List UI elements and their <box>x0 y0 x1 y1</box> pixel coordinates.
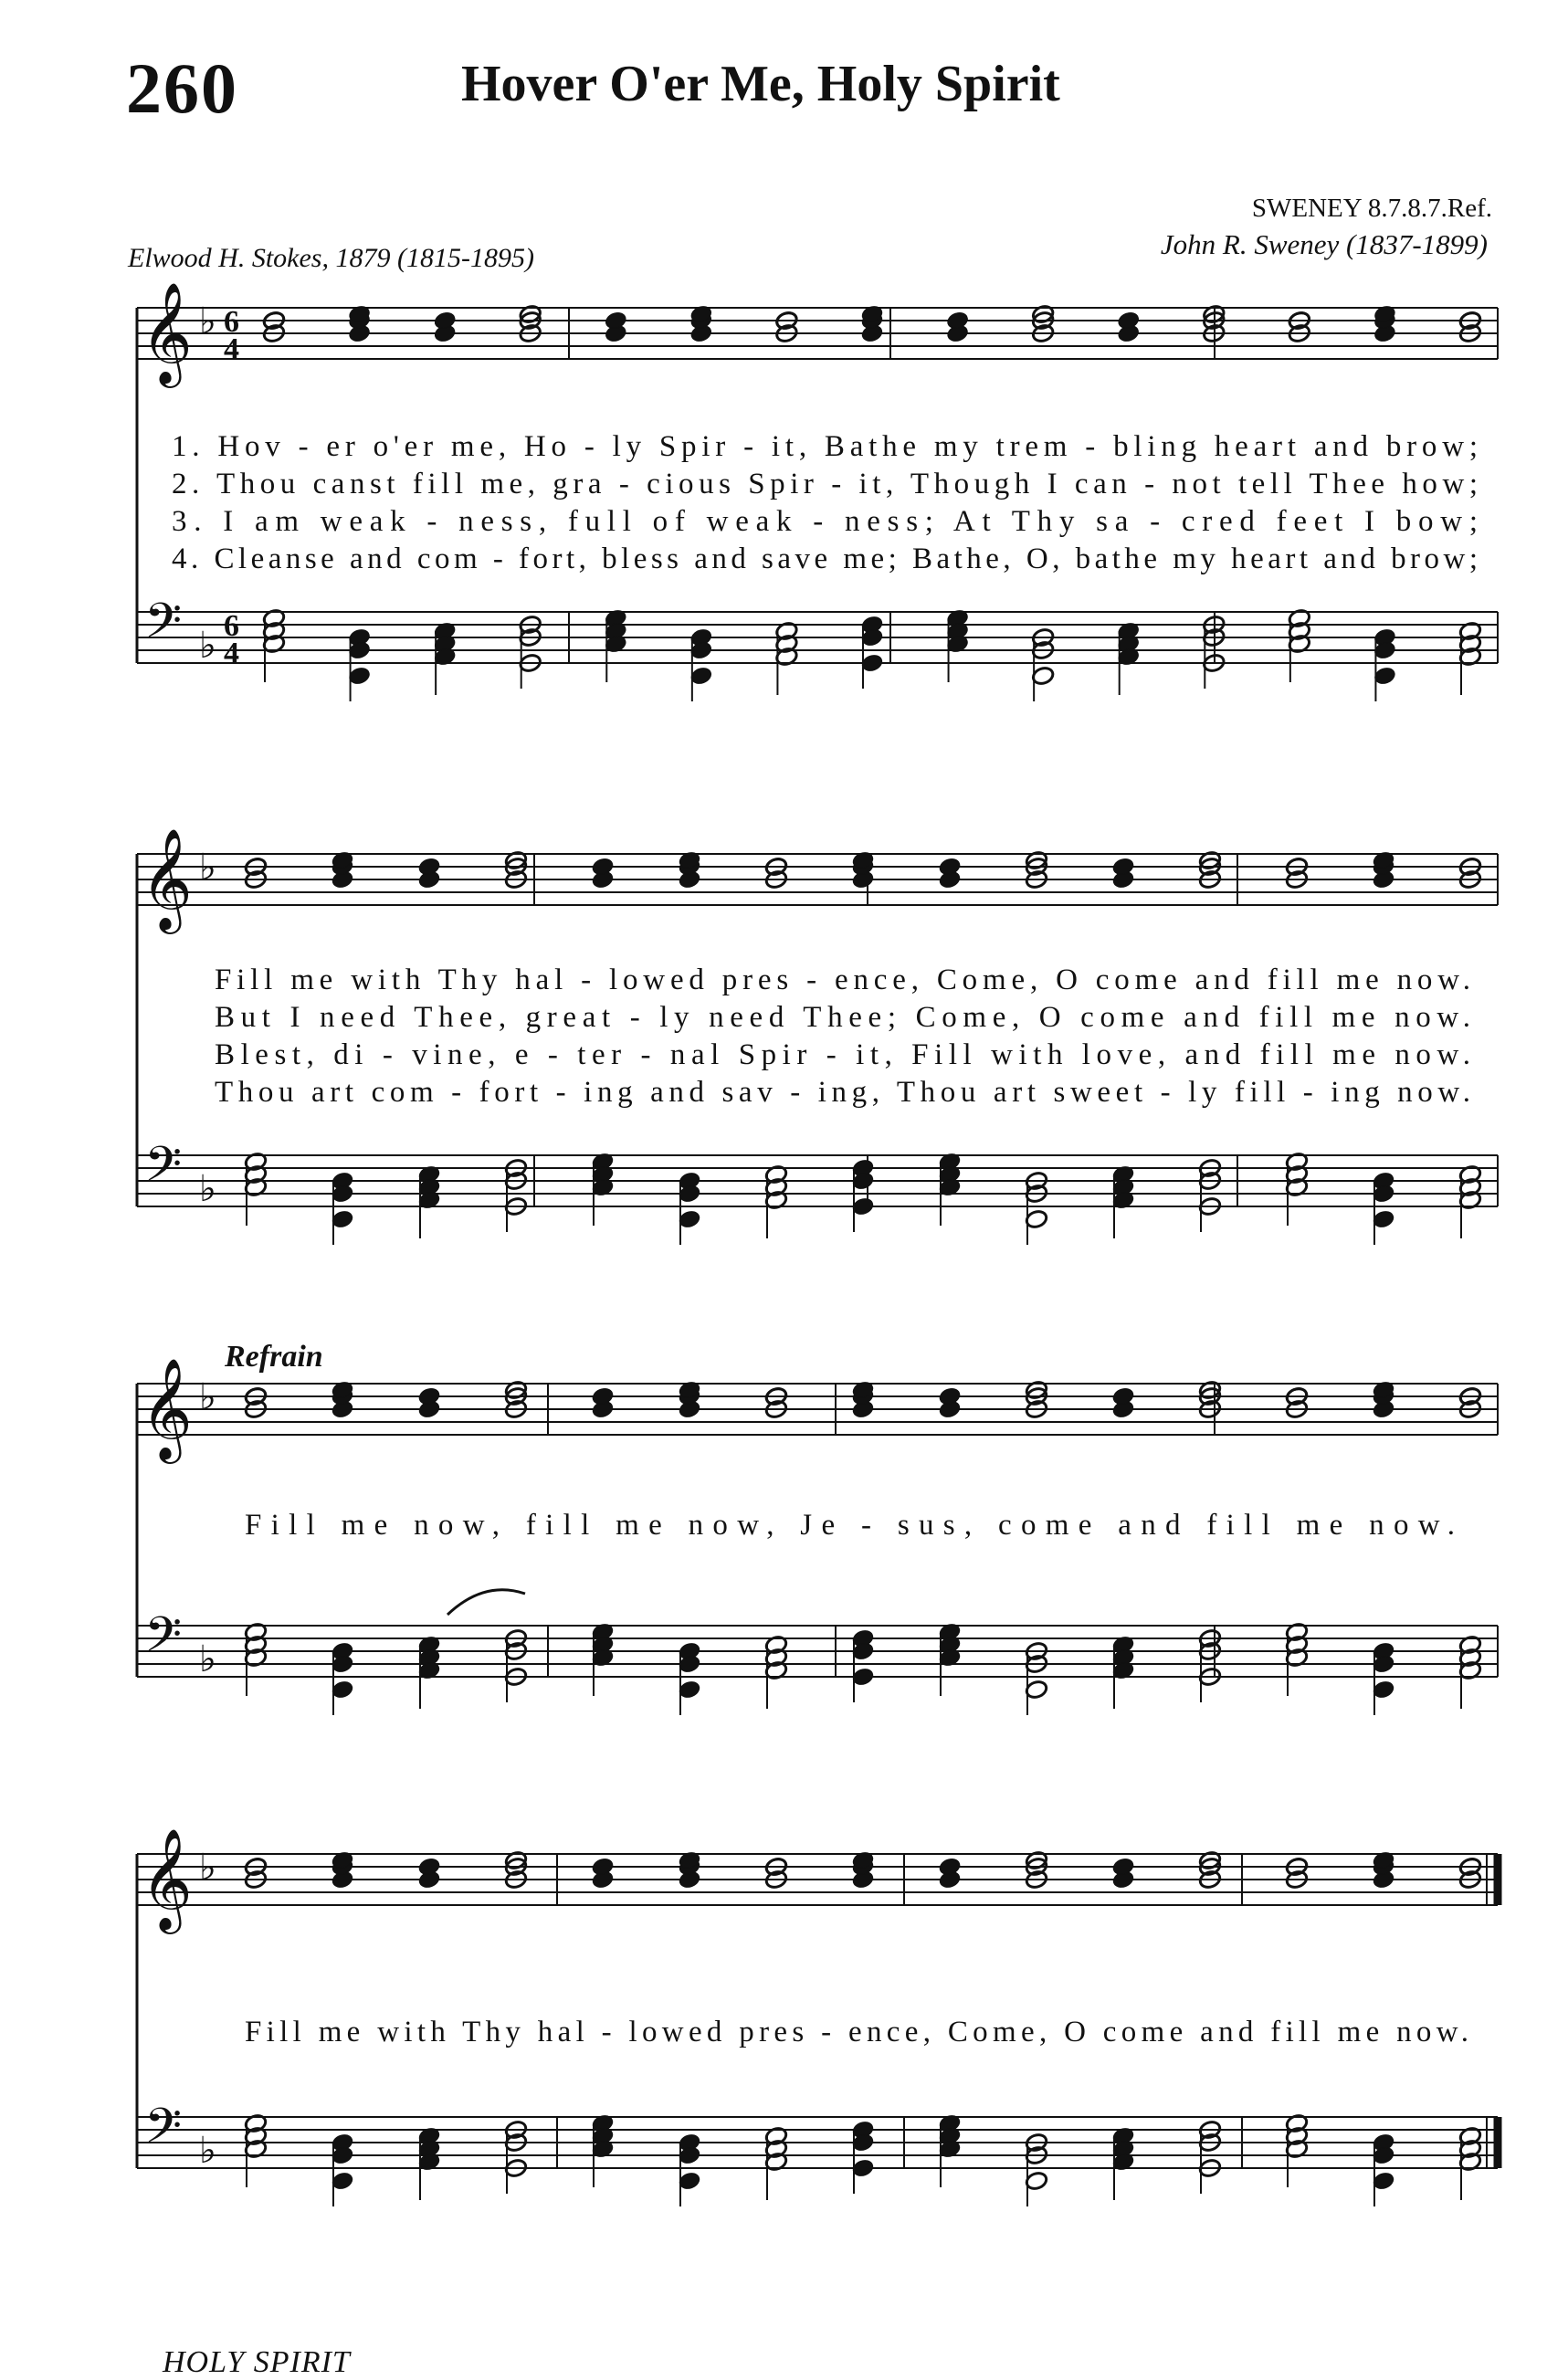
lyrics-4 <box>245 2016 1468 2048</box>
treble-clef-icon: 𝄞 <box>141 1360 193 1458</box>
tie <box>447 1590 525 1615</box>
hymn-title: Hover O'er Me, Holy Spirit <box>461 56 1060 112</box>
lyric-line: 4. Cleanse and com - fort, bless and save me; Bathe, O, bathe my heart and brow; <box>172 542 1479 575</box>
key-flat-bass-icon: ♭ <box>199 1168 216 1209</box>
hymn-number: 260 <box>126 48 238 128</box>
svg-text:4: 4 <box>224 332 239 366</box>
lyric-line: Blest, di - vine, e - ter - nal Spir - it, Fill with love, and fill me now. <box>215 1038 1471 1071</box>
page-footer: HOLY SPIRIT <box>163 2345 351 2379</box>
refrain-label: Refrain <box>225 1340 323 1374</box>
key-flat-bass-icon: ♭ <box>199 625 216 666</box>
lyric-line: Fill me with Thy hal - lowed pres - ence, Come, O come and fill me now. <box>215 964 1470 996</box>
treble-clef-icon: 𝄞 <box>141 830 193 928</box>
treble-clef-icon: 𝄞 <box>141 284 193 382</box>
key-flat-treble-icon: ♭ <box>199 1376 216 1417</box>
bass-clef-icon: 𝄢 <box>144 595 183 659</box>
words-credit: Elwood H. Stokes, 1879 (1815-1895) <box>128 243 534 273</box>
lyric-line: 3. I am weak - ness, full of weak - ness; At Thy sa - cred feet I bow; <box>172 505 1479 538</box>
bass-clef-icon: 𝄢 <box>144 2100 183 2164</box>
key-flat-bass-icon: ♭ <box>199 2130 216 2171</box>
bass-clef-icon: 𝄢 <box>144 1608 183 1673</box>
lyric-line: Thou art com - fort - ing and sav - ing, Thou art sweet - ly fill - ing now. <box>215 1076 1471 1109</box>
svg-text:6: 6 <box>224 609 239 643</box>
lyric-line: 2. Thou canst fill me, gra - cious Spir - it, Though I can - not tell Thee how; <box>172 468 1479 500</box>
bass-clef-icon: 𝄢 <box>144 1138 183 1203</box>
key-flat-treble-icon: ♭ <box>199 1847 216 1888</box>
key-flat-treble-icon: ♭ <box>199 300 216 342</box>
svg-text:6: 6 <box>224 305 239 339</box>
lyric-line: Fill me with Thy hal - lowed pres - ence, Come, O come and fill me now. <box>245 2016 1468 2048</box>
lyrics-3 <box>245 1509 1455 1542</box>
key-flat-bass-icon: ♭ <box>199 1638 216 1680</box>
key-flat-treble-icon: ♭ <box>199 847 216 888</box>
lyrics-1 <box>172 430 1478 575</box>
lyric-line: Fill me now, fill me now, Je - sus, come and fill me now. <box>245 1509 1456 1542</box>
music-credit: John R. Sweney (1837-1899) <box>1160 228 1488 260</box>
tune-name: SWENEY 8.7.8.7.Ref. <box>1251 194 1492 223</box>
time-signature-treble <box>224 305 239 366</box>
svg-text:4: 4 <box>224 637 239 670</box>
lyrics-2 <box>215 964 1470 1109</box>
lyric-line: But I need Thee, great - ly need Thee; Come, O come and fill me now. <box>215 1001 1471 1034</box>
treble-clef-icon: 𝄞 <box>141 1830 193 1928</box>
time-signature-bass <box>224 609 239 670</box>
lyric-line: 1. Hov - er o'er me, Ho - ly Spir - it, Bathe my trem - bling heart and brow; <box>172 430 1479 463</box>
